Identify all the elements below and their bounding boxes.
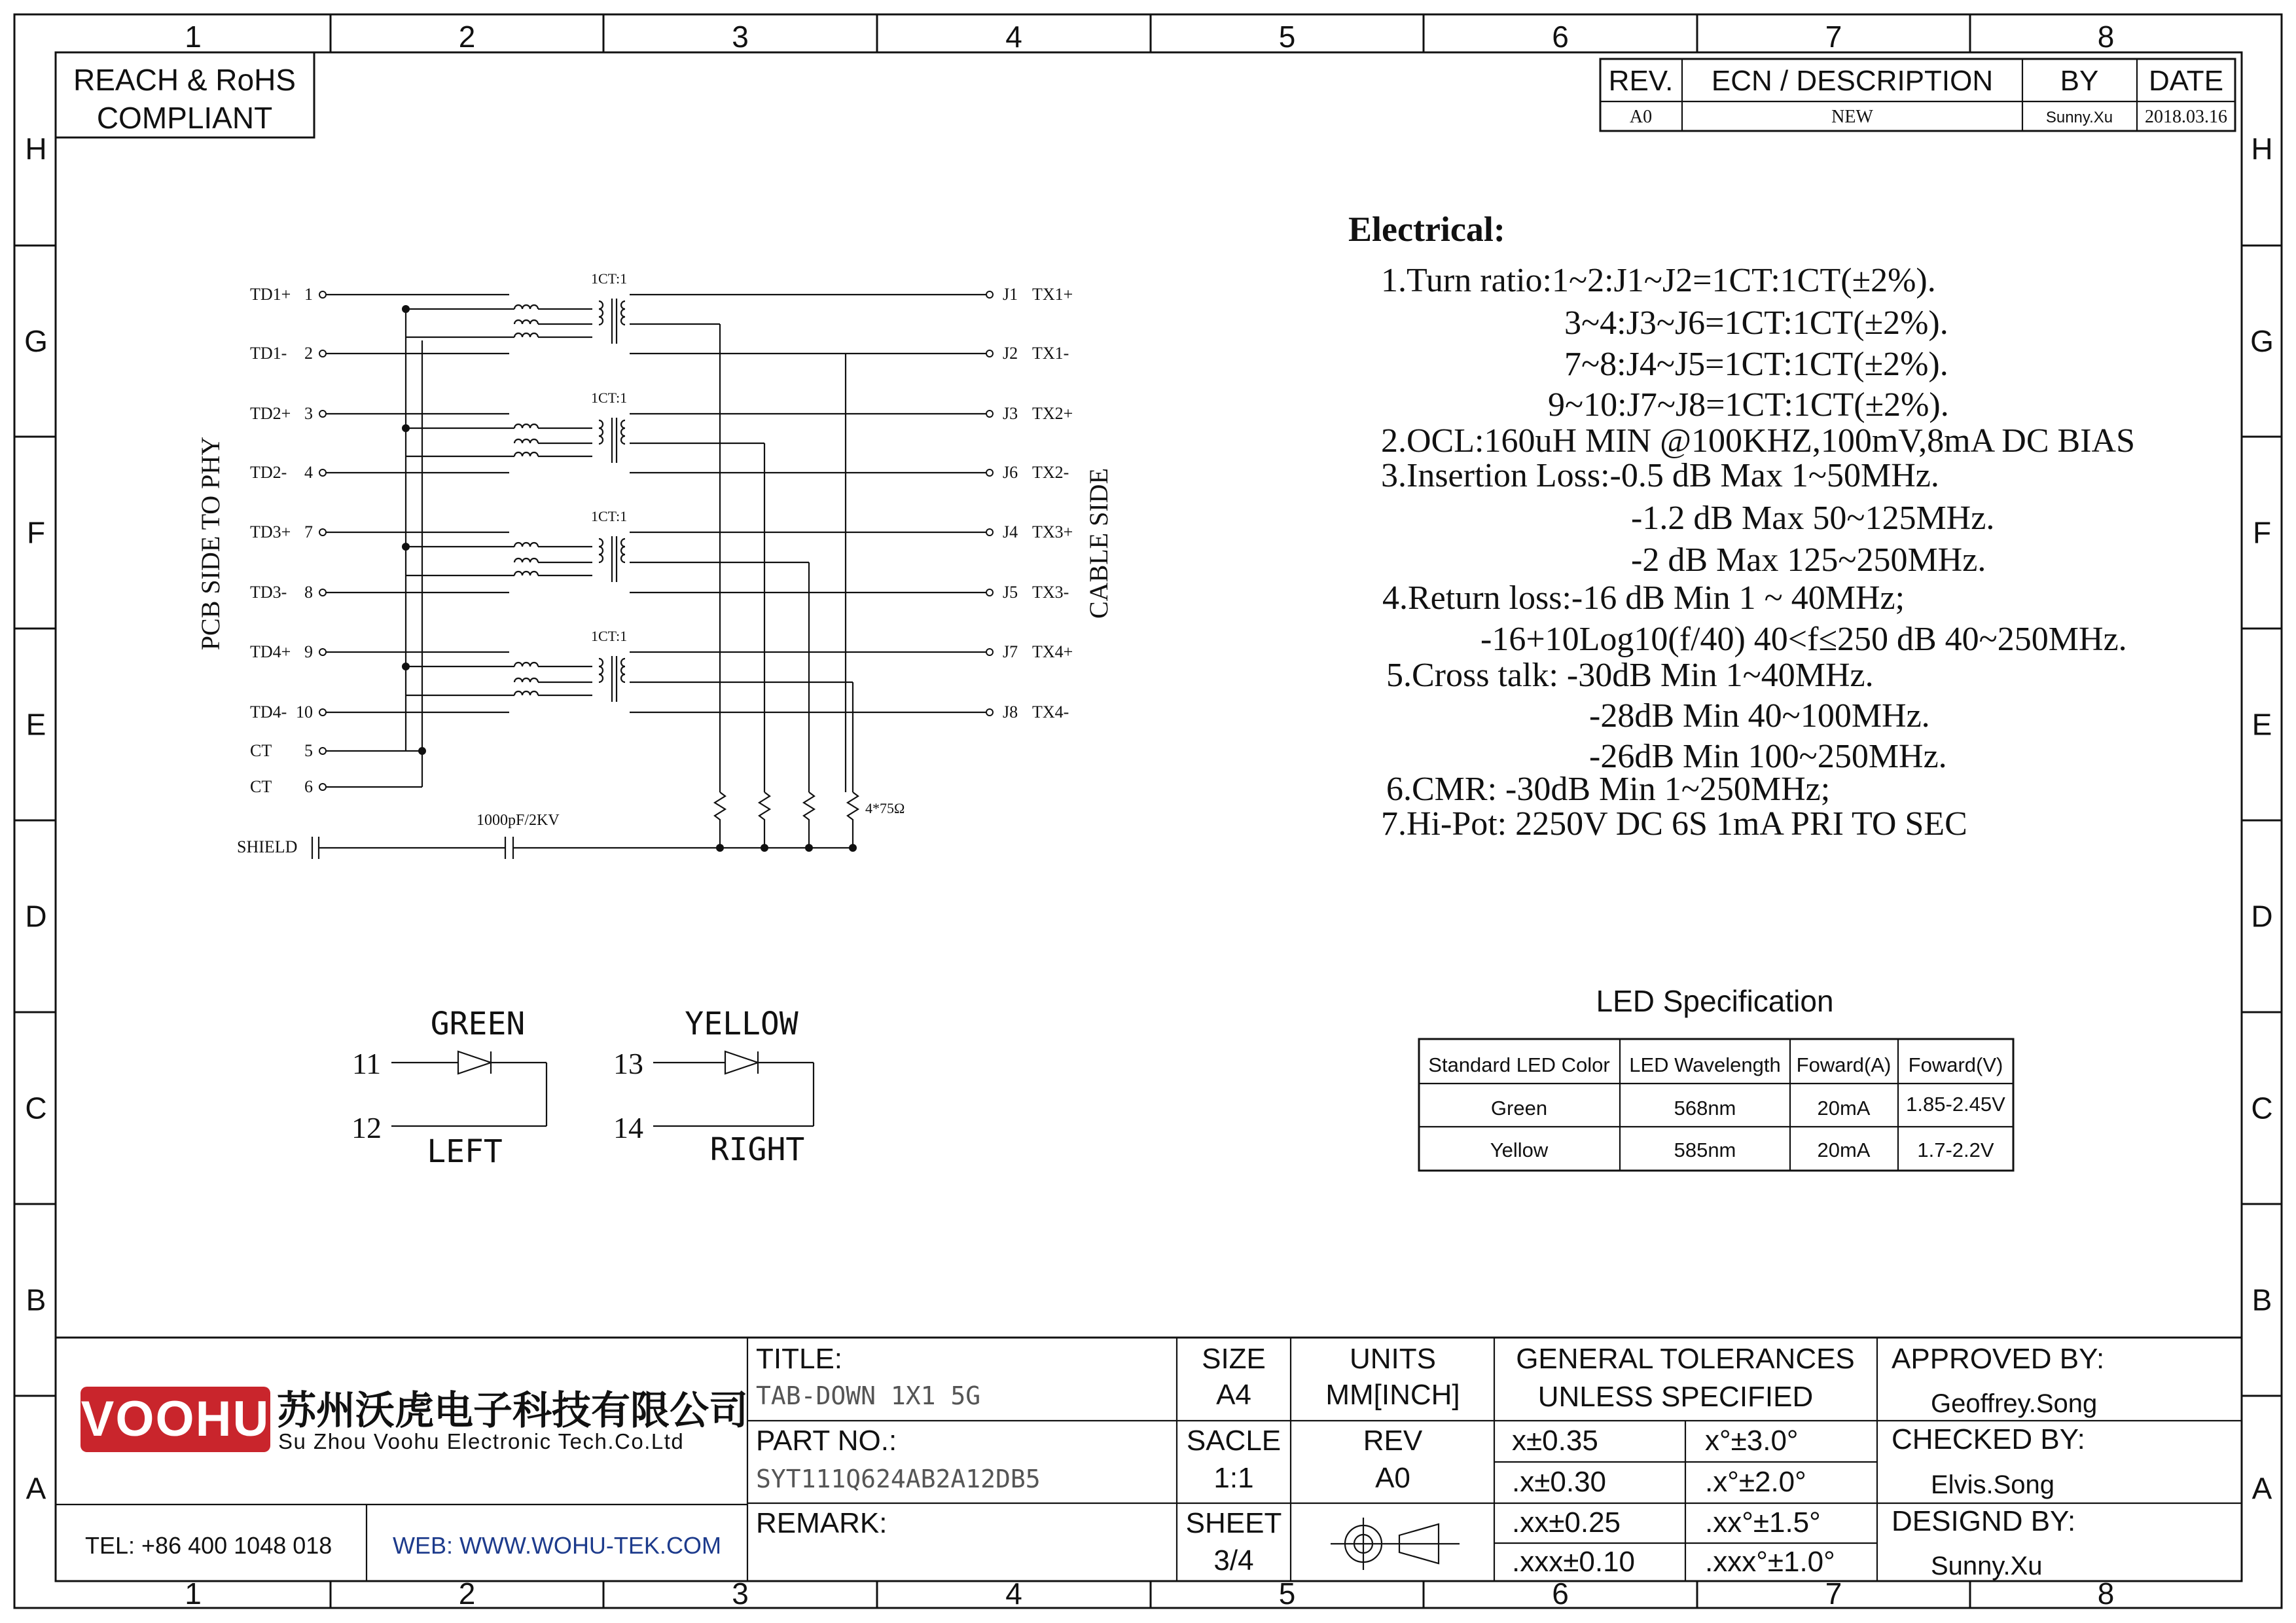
electrical-spec-line: -1.2 dB Max 50~125MHz. [1631,500,1995,537]
right-pin-id: J7 [1003,642,1018,661]
rev-value: A0 [1629,107,1653,127]
sheet-label: SHEET [1185,1507,1282,1539]
electrical-spec-line: 2.OCL:160uH MIN @100KHZ,100mV,8mA DC BIAS [1381,422,2135,460]
row-label-right: H [2251,132,2273,166]
title-block [56,1338,2242,1581]
voohu-logo-text: VOOHU [81,1391,270,1447]
left-pin-name: CT [250,741,272,760]
row-label-left: E [26,707,46,742]
led-header-wavelength: LED Wavelength [1629,1053,1781,1076]
electrical-spec-line: 9~10:J7~J8=1CT:1CT(±2%). [1548,386,1949,424]
web-text: WEB: WWW.WOHU-TEK.COM [393,1532,721,1559]
column-label-top: 8 [2097,20,2115,54]
pin-terminal [986,410,993,417]
left-pin-number: 1 [304,285,313,304]
common-mode-choke [514,333,538,337]
angular-tolerance: .xxx°±1.0° [1705,1546,1835,1578]
column-label-top: 6 [1552,20,1569,54]
winding [621,301,625,325]
sheet-value: 3/4 [1213,1544,1254,1577]
row-label-left: F [26,515,46,550]
left-pin-name: CT [250,777,272,796]
units-label: UNITS [1350,1343,1436,1375]
left-pin-name: TD4+ [250,642,291,661]
winding [599,539,603,562]
ecn-header: ECN / DESCRIPTION [1711,65,1994,97]
by-value: Sunny.Xu [2045,109,2113,126]
ct-ratio-label: 1CT:1 [591,390,628,406]
by-header: BY [2060,65,2099,97]
left-pin-name: TD3- [250,583,287,602]
pin-terminal [319,410,326,417]
led-spec-title: LED Specification [1596,984,1834,1018]
compliance-line-1: REACH & RoHS [73,63,296,97]
row-label-left: C [25,1091,47,1125]
company-name-en: Su Zhou Voohu Electronic Tech.Co.Ltd [278,1429,685,1453]
left-pin-number: 3 [304,404,313,423]
row-label-right: C [2251,1091,2273,1125]
column-label-top: 2 [458,20,476,54]
right-pin-id: J1 [1003,285,1018,304]
part-no-value: SYT111Q624AB2A12DB5 [756,1465,1041,1493]
pin-terminal [986,589,993,596]
size-value: A4 [1216,1379,1251,1411]
resistor-75-ohm [759,792,770,835]
right-pin-id: J4 [1003,522,1018,541]
tolerances-title-2: UNLESS SPECIFIED [1537,1381,1814,1413]
winding [621,659,625,682]
electrical-spec-line: -2 dB Max 125~250MHz. [1631,541,1986,579]
common-mode-choke [514,452,538,456]
electrical-spec-line: -16+10Log10(f/40) 40<f≤250 dB 40~250MHz. [1480,621,2127,658]
right-pin-id: J6 [1003,463,1018,482]
green-led-symbol [391,1051,547,1126]
column-label-bottom: 3 [732,1577,749,1611]
linear-tolerance: .x±0.30 [1512,1466,1607,1498]
left-pin-number: 10 [296,702,313,721]
row-label-right: E [2251,707,2272,742]
left-pin-name: TD1+ [250,285,291,304]
left-pin-name: TD4- [250,702,287,721]
electrical-title: Electrical: [1348,210,1505,249]
pin-terminal [319,469,326,476]
led-pin-11: 11 [351,1047,382,1080]
winding [599,420,603,444]
green-label: GREEN [430,1006,526,1042]
right-pin-name: TX1- [1032,344,1069,363]
led-green-wavelength: 568nm [1674,1097,1736,1120]
pin-terminal [986,709,993,716]
rev-label: REV [1363,1425,1423,1457]
left-pin-number: 2 [304,344,313,363]
electrical-spec-line: 7~8:J4~J5=1CT:1CT(±2%). [1564,346,1948,383]
wiring [326,295,986,852]
ecn-value: NEW [1831,107,1873,127]
resistor-label: 4*75Ω [865,800,905,816]
pin-terminal [319,649,326,655]
led-yellow-forward-v: 1.7-2.2V [1917,1139,1994,1161]
common-mode-choke [514,678,538,682]
right-pin-id: J8 [1003,702,1018,721]
common-mode-choke [514,558,538,562]
linear-tolerance: .xxx±0.10 [1512,1546,1636,1578]
cable-side-label: CABLE SIDE [1084,468,1113,619]
remark-label: REMARK: [756,1507,888,1539]
right-pin-name: TX4- [1032,702,1069,721]
led-header-forward-v: Foward(V) [1908,1053,2003,1076]
winding [599,659,603,682]
shield-label: SHIELD [237,837,298,856]
common-mode-choke [514,543,538,547]
title-label: TITLE: [756,1343,843,1375]
led-green-color: Green [1490,1097,1548,1120]
pin-terminal [319,589,326,596]
pin-terminal [986,649,993,655]
column-labels-top [185,20,2114,54]
winding [621,420,625,444]
column-label-bottom: 4 [1005,1577,1022,1611]
pcb-side-label: PCB SIDE TO PHY [196,436,225,651]
pin-terminal [319,748,326,754]
led-diagram [351,1006,814,1170]
row-label-left: B [26,1283,46,1317]
compliance-box [56,52,314,137]
left-pin-name: TD3+ [250,522,291,541]
tolerances-title-1: GENERAL TOLERANCES [1516,1343,1855,1375]
title-value: TAB-DOWN 1X1 5G [756,1381,981,1410]
row-labels-left [24,132,48,1506]
company-name-cn: 苏州沃虎电子科技有限公司 [277,1389,748,1432]
right-pin-name: TX1+ [1032,285,1073,304]
yellow-led-symbol [653,1051,814,1126]
part-no-label: PART NO.: [756,1425,897,1457]
tel-text: TEL: +86 400 1048 018 [85,1532,332,1559]
row-label-left: H [25,132,47,166]
electrical-spec-line: 5.Cross talk: -30dB Min 1~40MHz. [1386,657,1874,694]
row-label-right: A [2251,1471,2272,1506]
left-pin-number: 9 [304,642,313,661]
column-label-top: 1 [185,20,202,54]
led-pin-14: 14 [613,1111,643,1144]
electrical-spec-line: -26dB Min 100~250MHz. [1589,738,1947,775]
common-mode-choke [514,691,538,695]
led-pin-12: 12 [351,1111,382,1144]
angular-tolerance: x°±3.0° [1705,1425,1799,1457]
right-pin-group [986,285,1073,721]
left-label: LEFT [427,1133,503,1170]
approved-by-label: APPROVED BY: [1892,1343,2105,1375]
capacitor-label: 1000pF/2KV [476,812,560,829]
scale-label: SACLE [1186,1425,1282,1457]
projection-symbol-icon [1331,1518,1460,1570]
right-pin-name: TX2+ [1032,404,1073,423]
pin-terminal [319,784,326,790]
column-label-bottom: 6 [1552,1577,1569,1611]
revision-table [1600,59,2235,131]
electrical-spec-line: -28dB Min 40~100MHz. [1589,697,1930,735]
electrical-spec-line: 3.Insertion Loss:-0.5 dB Max 1~50MHz. [1381,457,1939,494]
winding [599,301,603,325]
row-label-right: D [2251,899,2273,934]
row-labels-right [2250,132,2274,1506]
angular-tolerance: .xx°±1.5° [1705,1506,1821,1539]
resistor-75-ohm [848,792,858,835]
linear-tolerance: .xx±0.25 [1512,1506,1621,1539]
led-yellow-wavelength: 585nm [1674,1139,1736,1161]
rev-value-block: A0 [1375,1462,1410,1494]
column-label-top: 7 [1825,20,1842,54]
pin-terminal [986,469,993,476]
led-yellow-color: Yellow [1490,1139,1549,1161]
right-pin-name: TX2- [1032,463,1069,482]
left-pin-number: 5 [304,741,313,760]
pin-terminal [986,291,993,298]
row-label-left: G [24,324,48,358]
right-pin-id: J5 [1003,583,1018,602]
common-mode-choke [514,320,538,324]
electrical-spec-line: 4.Return loss:-16 dB Min 1 ~ 40MHz; [1382,579,1905,617]
electrical-spec-line: 3~4:J3~J6=1CT:1CT(±2%). [1564,304,1948,342]
pin-terminal [319,350,326,357]
right-pin-id: J2 [1003,344,1018,363]
led-pin-13: 13 [613,1047,643,1080]
left-pin-number: 6 [304,777,313,796]
linear-tolerance: x±0.35 [1512,1425,1598,1457]
left-pin-name: TD2+ [250,404,291,423]
termination-resistors [715,792,858,835]
compliance-line-2: COMPLIANT [96,101,273,135]
pin-terminal [986,350,993,357]
transformer-schematic [196,270,1113,859]
left-pin-name: TD2- [250,463,287,482]
column-label-bottom: 7 [1825,1577,1842,1611]
winding [621,539,625,562]
common-mode-choke [514,572,538,575]
left-pin-number: 4 [304,463,313,482]
ct-ratio-label: 1CT:1 [591,270,628,287]
pin-terminal [319,709,326,716]
electrical-spec [1348,210,2135,843]
column-label-top: 3 [732,20,749,54]
led-spec-table [1419,984,2013,1171]
scale-value: 1:1 [1213,1462,1254,1494]
resistor-75-ohm [715,792,725,835]
transformer-group [514,270,627,702]
pin-terminal [986,529,993,536]
size-label: SIZE [1202,1343,1266,1375]
column-label-top: 4 [1005,20,1022,54]
rev-header: REV. [1608,65,1674,97]
resistor-75-ohm [804,792,814,835]
column-label-bottom: 2 [458,1577,476,1611]
right-pin-name: TX3- [1032,583,1069,602]
led-green-forward-v: 1.85-2.45V [1906,1093,2005,1116]
yellow-label: YELLOW [685,1006,798,1042]
right-label: RIGHT [709,1131,805,1168]
ct-ratio-label: 1CT:1 [591,508,628,524]
column-label-top: 5 [1278,20,1296,54]
right-pin-name: TX4+ [1032,642,1073,661]
right-pin-name: TX3+ [1032,522,1073,541]
checked-by-value: Elvis.Song [1931,1470,2054,1499]
common-mode-choke [514,424,538,428]
row-label-right: F [2252,515,2272,550]
common-mode-choke [514,663,538,666]
row-label-right: G [2250,324,2274,358]
left-pin-name: TD1- [250,344,287,363]
designed-by-value: Sunny.Xu [1931,1552,2043,1580]
approved-by-value: Geoffrey.Song [1931,1389,2098,1418]
column-label-bottom: 8 [2097,1577,2115,1611]
electrical-spec-line: 6.CMR: -30dB Min 1~250MHz; [1386,771,1831,808]
date-value: 2018.03.16 [2145,107,2227,127]
date-header: DATE [2148,65,2224,97]
led-header-color: Standard LED Color [1428,1053,1610,1076]
designed-by-label: DESIGND BY: [1892,1505,2076,1537]
row-label-left: A [26,1471,46,1506]
column-label-bottom: 1 [185,1577,202,1611]
electrical-spec-line: 1.Turn ratio:1~2:J1~J2=1CT:1CT(±2%). [1381,262,1936,299]
electrical-spec-line: 7.Hi-Pot: 2250V DC 6S 1mA PRI TO SEC [1381,805,1967,843]
left-pin-number: 7 [304,522,313,541]
left-pin-number: 8 [304,583,313,602]
column-label-bottom: 5 [1278,1577,1296,1611]
common-mode-choke [514,439,538,443]
led-header-forward-a: Foward(A) [1796,1053,1892,1076]
angular-tolerance: .x°±2.0° [1705,1466,1806,1498]
checked-by-label: CHECKED BY: [1892,1423,2085,1455]
left-pin-group [250,285,326,796]
pin-terminal [319,291,326,298]
ct-ratio-label: 1CT:1 [591,628,628,644]
led-green-forward-a: 20mA [1817,1097,1871,1120]
units-value: MM[INCH] [1325,1379,1460,1411]
row-label-right: B [2251,1283,2272,1317]
led-yellow-forward-a: 20mA [1817,1139,1871,1161]
junction-dot [418,747,426,755]
right-pin-id: J3 [1003,404,1018,423]
common-mode-choke [514,305,538,309]
pin-terminal [319,529,326,536]
row-label-left: D [25,899,47,934]
